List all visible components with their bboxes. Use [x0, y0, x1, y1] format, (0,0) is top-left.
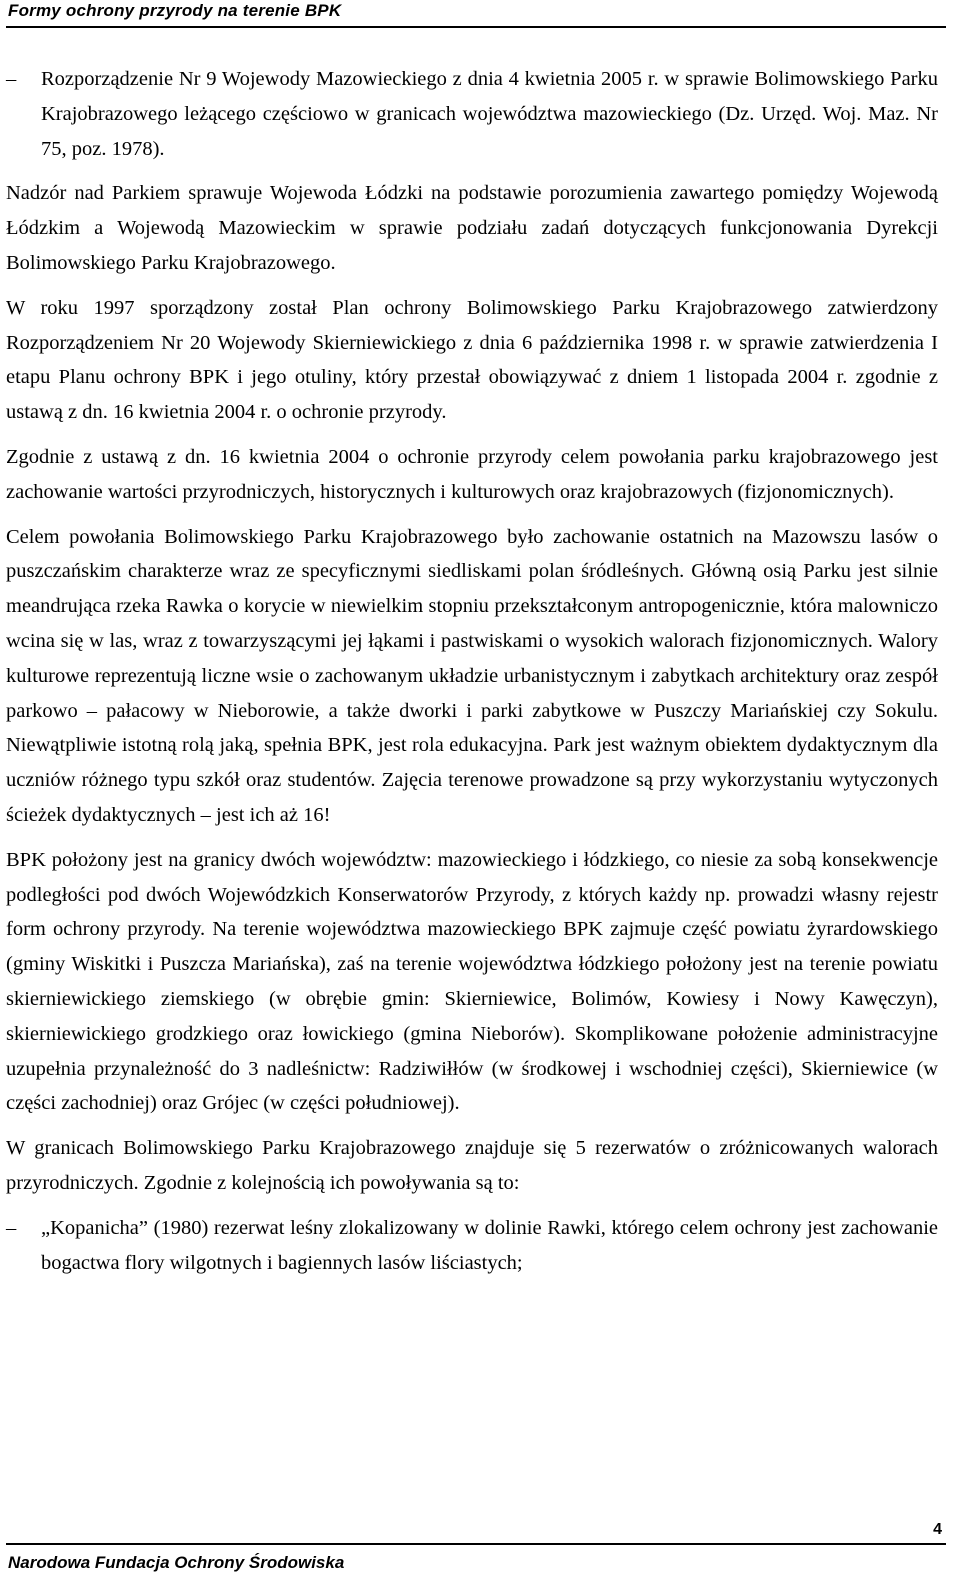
- regulation-text: Rozporządzenie Nr 9 Wojewody Mazowieckiego z dnia 4 kwietnia 2005 r. w sprawie Bolimowskiego Parku Krajobrazowego leżącego częściowo w granicach województwa mazowieckiego (Dz. Urzęd. Woj. Maz. Nr 75, poz. 1978).: [41, 68, 938, 160]
- page-footer: [6, 1523, 946, 1593]
- paragraph-reserves: W granicach Bolimowskiego Parku Krajobrazowego znajduje się 5 rezerwatów o zróżnicowanych walorach przyrodniczych. Zgodnie z kolejnością ich powoływania są to:: [6, 1137, 938, 1194]
- footer-divider: [6, 1543, 946, 1545]
- header-title: Formy ochrony przyrody na terenie BPK: [8, 1, 342, 20]
- document-body: [6, 62, 938, 1290]
- dash-bullet: –: [6, 68, 17, 90]
- list-item-regulation: [6, 62, 938, 166]
- page-header: [6, 0, 946, 28]
- dash-bullet: –: [6, 1216, 17, 1239]
- kopanicha-text: „Kopanicha” (1980) rezerwat leśny zlokalizowany w dolinie Rawki, którego celem ochrony jest zachowanie bogactwa flory wilgotnych i bagiennych lasów liściastych;: [41, 1216, 938, 1274]
- paragraph-park-goal: Celem powołania Bolimowskiego Parku Krajobrazowego było zachowanie ostatnich na Mazowszu lasów o puszczańskim charakterze wraz ze specyficznymi siedliskami polan śródleśnych. Główną osią Parku jest silnie meandrująca rzeka Rawka o korycie w niewielkim stopniu przekształconym antropogenicznie, która malowniczo wcina się w las, wraz z towarzyszącymi jej łąkami i pastwiskami o wysokich walorach fizjonomicznych. Walory kulturowe reprezentują liczne wsie o zachowanym układzie urbanistycznym i zabytkach architektury oraz zespół parkowo – pałacowy w Nieborowie, a także dworki i parki zabytkowe w Puszczy Mariańskiej czy Sokulu. Niewątpliwie istotną rolą jaką, spełnia BPK, jest rola edukacyjna. Park jest ważnym obiektem dydaktycznym dla uczniów różnego typu szkół oraz studentów. Zajęcia terenowe prowadzone są przy wykorzystaniu wytyczonych ścieżek dydaktycznych – jest ich aż 16!: [6, 525, 938, 826]
- paragraph-protection-plan: W roku 1997 sporządzony został Plan ochrony Bolimowskiego Parku Krajobrazowego zatwierdzony Rozporządzeniem Nr 20 Wojewody Skierniewickiego z dnia 6 października 1998 r. w sprawie zatwierdzenia I etapu Planu ochrony BPK i jego otuliny, który przestał obowiązywać z dniem 1 listopada 2004 r. zgodnie z ustawą z dn. 16 kwietnia 2004 r. o ochronie przyrody.: [6, 296, 938, 424]
- paragraph-park-purpose: Zgodnie z ustawą z dn. 16 kwietnia 2004 o ochronie przyrody celem powołania parku krajobrazowego jest zachowanie wartości przyrodniczych, historycznych i kulturowych oraz krajobrazowych (fizjonomicznych).: [6, 445, 938, 503]
- paragraph-location: BPK położony jest na granicy dwóch województw: mazowieckiego i łódzkiego, co niesie za sobą konsekwencje podległości pod dwóch Wojewódzkich Konserwatorów Przyrody, z których każdy np. prowadzi własny rejestr form ochrony przyrody. Na terenie województwa mazowieckiego BPK zajmuje część powiatu żyrardowskiego (gminy Wiskitki i Puszcza Mariańska), zaś na terenie województwa łódzkiego położony jest na terenie powiatu skierniewickiego ziemskiego (w obrębie gmin: Skierniewice, Bolimów, Kowiesy i Nowy Kawęczyn), skierniewickiego grodzkiego oraz łowickiego (gmina Nieborów). Skomplikowane położenie administracyjne uzupełnia przynależność do 3 nadleśnictw: Radziwiłłów (w środkowej i wschodniej części), Skierniewice (w części zachodniej) oraz Grójec (w części południowej).: [6, 848, 938, 1115]
- page-number: 4: [933, 1521, 942, 1538]
- paragraph-supervision: Nadzór nad Parkiem sprawuje Wojewoda Łódzki na podstawie porozumienia zawartego pomiędzy Wojewodą Łódzkim a Wojewodą Mazowieckim w sprawie podziału zadań dotyczących funkcjonowania Dyrekcji Bolimowskiego Parku Krajobrazowego.: [6, 182, 938, 274]
- footer-organization: Narodowa Fundacja Ochrony Środowiska: [8, 1553, 345, 1572]
- list-item-kopanicha: [6, 1211, 938, 1281]
